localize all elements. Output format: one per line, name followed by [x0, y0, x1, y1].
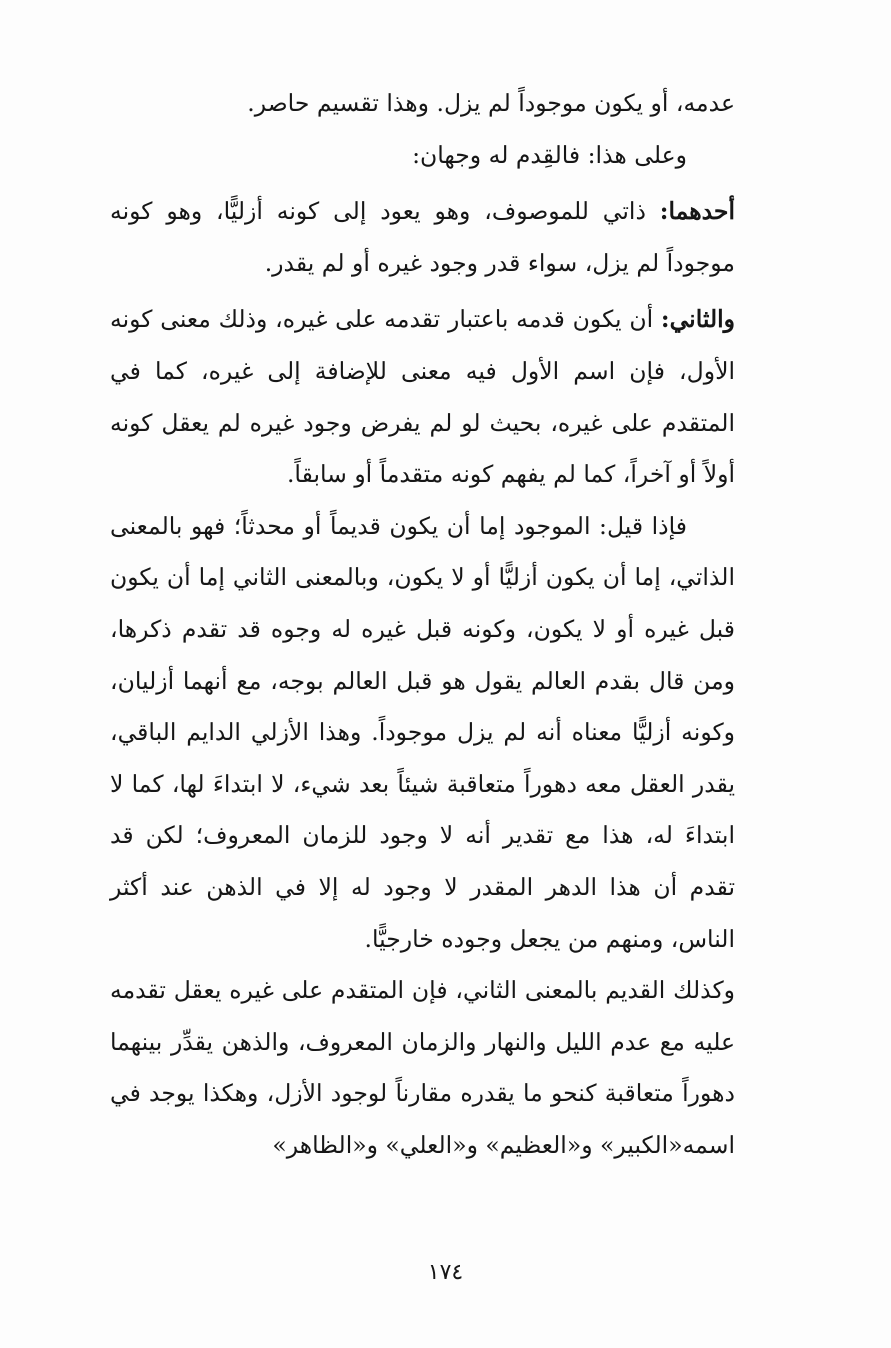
paragraph-text: وعلى هذا: فالقِدم له وجهان:: [412, 140, 687, 169]
paragraph-text: عدمه، أو يكون موجوداً لم يزل. وهذا تقسيم حاصر.: [247, 89, 735, 117]
paragraph-text: فإذا قيل: الموجود إما أن يكون قديماً أو محدثاً؛ فهو بالمعنى الذاتي، إما أن يكون أزليًّا أو لا يكون، وبالمعنى الثاني إما أن يكون قبل غيره أو لا يكون، وكونه قبل غيره له وجوه قد تقدم ذكرها، ومن قال بقدم العالم يقول هو قبل العالم بوجه، مع أنهما أزليان، وكونه أزليًّا معناه أنه لم يزل موجوداً. وهذا الأزلي الدايم الباقي، يقدر العقل معه دهوراً متعاقبة شيئاً بعد شيء، لا ابتداءَ لها، كما لا ابتداءَ له، هذا مع تقدير أنه لا وجود للزمان المعروف؛ لكن قد تقدم أن هذا الدهر المقدر لا وجود له إلا في الذهن عند أكثر الناس، ومنهم من يجعل وجوده خارجيًّا.: [110, 511, 735, 953]
page-number: ١٧٤: [427, 1260, 464, 1285]
paragraph-5: [110, 501, 735, 965]
paragraph-text: ذاتي للموصوف، وهو يعود إلى كونه أزليًّا، وهو كونه موجوداً لم يزل، سواء قدر وجود غيره أو لم يقدر.: [110, 197, 735, 277]
paragraph-lead: والثاني:: [660, 305, 735, 334]
paragraph-4: [110, 294, 735, 500]
paragraph-text: أن يكون قدمه باعتبار تقدمه على غيره، وذلك معنى كونه الأول، فإن اسم الأول فيه معنى للإضافة إلى غيره، كما في المتقدم على غيره، بحيث لو لم يفرض وجود غيره لم يعقل كونه أولاً أو آخراً، كما لم يفهم كونه متقدماً أو سابقاً.: [110, 305, 735, 489]
body-text: [110, 78, 735, 1171]
paragraph-text: وكذلك القديم بالمعنى الثاني، فإن المتقدم على غيره يعقل تقدمه عليه مع عدم الليل والنهار والزمان المعروف، والذهن يقدِّر بينهما دهوراً متعاقبة كنحو ما يقدره مقارناً لوجود الأزل، وهكذا يوجد في اسمه«الكبير» و«العظيم» و«العلي» و«الظاهر»: [110, 976, 735, 1159]
paragraph-6: [110, 965, 735, 1171]
paragraph-3: [110, 186, 735, 289]
paragraph-1: [110, 78, 735, 130]
paragraph-lead: أحدهما:: [659, 197, 735, 226]
paragraph-2: [110, 130, 735, 182]
